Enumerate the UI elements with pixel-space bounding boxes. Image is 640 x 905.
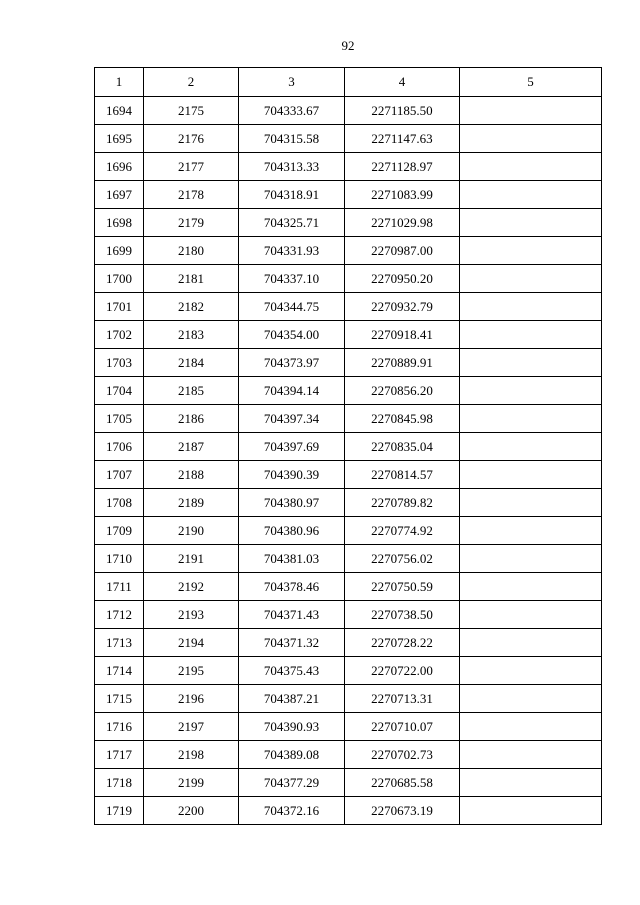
table-cell-col-5 [460, 433, 602, 461]
table-cell-col-5 [460, 153, 602, 181]
table-cell-col-5 [460, 237, 602, 265]
table-row [95, 237, 602, 265]
table-cell-col-3: 704344.75 [239, 293, 345, 321]
table-cell-col-2: 2190 [144, 517, 239, 545]
table-cell-col-1: 1700 [95, 265, 144, 293]
table-cell-col-5 [460, 741, 602, 769]
table-cell-col-1: 1717 [95, 741, 144, 769]
table-cell-col-4: 2271147.63 [345, 125, 460, 153]
table-cell-col-2: 2188 [144, 461, 239, 489]
table-cell-col-4: 2270987.00 [345, 237, 460, 265]
table-cell-col-4: 2270932.79 [345, 293, 460, 321]
table-cell-col-1: 1715 [95, 685, 144, 713]
table-row [95, 713, 602, 741]
table-cell-col-2: 2184 [144, 349, 239, 377]
table-row [95, 601, 602, 629]
table-cell-col-3: 704337.10 [239, 265, 345, 293]
table-cell-col-3: 704315.58 [239, 125, 345, 153]
table-cell-col-3: 704354.00 [239, 321, 345, 349]
table-cell-col-4: 2270856.20 [345, 377, 460, 405]
table-cell-col-5 [460, 685, 602, 713]
table-body [95, 97, 602, 825]
table-cell-col-3: 704372.16 [239, 797, 345, 825]
table-row [95, 741, 602, 769]
table-cell-col-3: 704378.46 [239, 573, 345, 601]
table-row [95, 461, 602, 489]
table-cell-col-4: 2271029.98 [345, 209, 460, 237]
table-cell-col-2: 2189 [144, 489, 239, 517]
table-cell-col-4: 2270713.31 [345, 685, 460, 713]
table-header-row [95, 68, 602, 97]
table-cell-col-1: 1709 [95, 517, 144, 545]
table-cell-col-3: 704375.43 [239, 657, 345, 685]
table-row [95, 797, 602, 825]
table-row [95, 153, 602, 181]
table-cell-col-5 [460, 601, 602, 629]
table-cell-col-3: 704331.93 [239, 237, 345, 265]
table-cell-col-2: 2192 [144, 573, 239, 601]
table-cell-col-4: 2270789.82 [345, 489, 460, 517]
table-cell-col-3: 704397.34 [239, 405, 345, 433]
table-row [95, 629, 602, 657]
table-cell-col-5 [460, 377, 602, 405]
table-cell-col-4: 2270728.22 [345, 629, 460, 657]
table-cell-col-1: 1711 [95, 573, 144, 601]
column-header-2: 2 [144, 68, 239, 97]
table-cell-col-2: 2197 [144, 713, 239, 741]
table-cell-col-2: 2183 [144, 321, 239, 349]
table-cell-col-1: 1694 [95, 97, 144, 125]
table-cell-col-2: 2187 [144, 433, 239, 461]
column-header-5: 5 [460, 68, 602, 97]
table-row [95, 433, 602, 461]
table-cell-col-5 [460, 545, 602, 573]
table-cell-col-5 [460, 125, 602, 153]
table-row [95, 265, 602, 293]
column-header-4: 4 [345, 68, 460, 97]
table-cell-col-3: 704318.91 [239, 181, 345, 209]
table-cell-col-4: 2270738.50 [345, 601, 460, 629]
table-cell-col-1: 1703 [95, 349, 144, 377]
table-cell-col-1: 1714 [95, 657, 144, 685]
table-cell-col-4: 2270750.59 [345, 573, 460, 601]
table-row [95, 349, 602, 377]
table-cell-col-4: 2271083.99 [345, 181, 460, 209]
table-cell-col-3: 704371.43 [239, 601, 345, 629]
table-cell-col-2: 2175 [144, 97, 239, 125]
table-row [95, 517, 602, 545]
table-cell-col-1: 1698 [95, 209, 144, 237]
table-cell-col-2: 2191 [144, 545, 239, 573]
table-cell-col-5 [460, 657, 602, 685]
table-cell-col-2: 2179 [144, 209, 239, 237]
table-row [95, 405, 602, 433]
table-cell-col-3: 704387.21 [239, 685, 345, 713]
table-cell-col-1: 1712 [95, 601, 144, 629]
table-cell-col-5 [460, 629, 602, 657]
page-number: 92 [341, 38, 355, 53]
table-cell-col-5 [460, 573, 602, 601]
table-cell-col-3: 704389.08 [239, 741, 345, 769]
table-cell-col-3: 704325.71 [239, 209, 345, 237]
table-cell-col-4: 2270722.00 [345, 657, 460, 685]
table-cell-col-1: 1701 [95, 293, 144, 321]
table-cell-col-5 [460, 209, 602, 237]
table-cell-col-1: 1706 [95, 433, 144, 461]
table-cell-col-5 [460, 517, 602, 545]
table-cell-col-5 [460, 293, 602, 321]
table-row [95, 293, 602, 321]
table-cell-col-4: 2270673.19 [345, 797, 460, 825]
table-cell-col-4: 2270950.20 [345, 265, 460, 293]
table-cell-col-5 [460, 713, 602, 741]
table-cell-col-4: 2270756.02 [345, 545, 460, 573]
table-cell-col-5 [460, 769, 602, 797]
table-cell-col-4: 2271128.97 [345, 153, 460, 181]
table-cell-col-3: 704371.32 [239, 629, 345, 657]
table-row [95, 489, 602, 517]
table-cell-col-5 [460, 461, 602, 489]
table-cell-col-1: 1702 [95, 321, 144, 349]
column-header-3: 3 [239, 68, 345, 97]
table-cell-col-1: 1699 [95, 237, 144, 265]
table-cell-col-2: 2177 [144, 153, 239, 181]
table-cell-col-5 [460, 321, 602, 349]
table-cell-col-1: 1704 [95, 377, 144, 405]
table-cell-col-3: 704381.03 [239, 545, 345, 573]
table-cell-col-3: 704377.29 [239, 769, 345, 797]
table-cell-col-2: 2178 [144, 181, 239, 209]
table-cell-col-4: 2270814.57 [345, 461, 460, 489]
table-cell-col-3: 704397.69 [239, 433, 345, 461]
table-cell-col-1: 1697 [95, 181, 144, 209]
table-cell-col-2: 2186 [144, 405, 239, 433]
table-cell-col-3: 704394.14 [239, 377, 345, 405]
table-cell-col-1: 1713 [95, 629, 144, 657]
table-cell-col-1: 1719 [95, 797, 144, 825]
table-row [95, 377, 602, 405]
table-row [95, 181, 602, 209]
table-cell-col-5 [460, 181, 602, 209]
table-row [95, 321, 602, 349]
table-cell-col-2: 2200 [144, 797, 239, 825]
table-cell-col-5 [460, 349, 602, 377]
table-cell-col-4: 2270918.41 [345, 321, 460, 349]
table-cell-col-4: 2270702.73 [345, 741, 460, 769]
table-cell-col-5 [460, 97, 602, 125]
table-cell-col-5 [460, 797, 602, 825]
table-cell-col-2: 2194 [144, 629, 239, 657]
table-cell-col-2: 2176 [144, 125, 239, 153]
table-cell-col-2: 2199 [144, 769, 239, 797]
table-cell-col-1: 1695 [95, 125, 144, 153]
table-cell-col-3: 704380.97 [239, 489, 345, 517]
table-cell-col-4: 2271185.50 [345, 97, 460, 125]
table-cell-col-4: 2270710.07 [345, 713, 460, 741]
table-cell-col-4: 2270845.98 [345, 405, 460, 433]
table-cell-col-2: 2198 [144, 741, 239, 769]
table-cell-col-5 [460, 265, 602, 293]
table-row [95, 685, 602, 713]
table-cell-col-1: 1716 [95, 713, 144, 741]
table-cell-col-2: 2180 [144, 237, 239, 265]
table-row [95, 97, 602, 125]
table-cell-col-1: 1708 [95, 489, 144, 517]
table-cell-col-3: 704390.39 [239, 461, 345, 489]
table-cell-col-2: 2182 [144, 293, 239, 321]
table-row [95, 209, 602, 237]
table-cell-col-5 [460, 405, 602, 433]
table-cell-col-3: 704373.97 [239, 349, 345, 377]
table-row [95, 125, 602, 153]
table-cell-col-1: 1707 [95, 461, 144, 489]
table-cell-col-4: 2270774.92 [345, 517, 460, 545]
table-cell-col-2: 2185 [144, 377, 239, 405]
column-header-1: 1 [95, 68, 144, 97]
table-cell-col-5 [460, 489, 602, 517]
table-row [95, 769, 602, 797]
table-cell-col-2: 2193 [144, 601, 239, 629]
table-cell-col-1: 1710 [95, 545, 144, 573]
table-cell-col-1: 1705 [95, 405, 144, 433]
table-cell-col-3: 704313.33 [239, 153, 345, 181]
table-cell-col-1: 1718 [95, 769, 144, 797]
table-cell-col-2: 2181 [144, 265, 239, 293]
coordinates-table [94, 67, 602, 825]
table-row [95, 657, 602, 685]
table-cell-col-3: 704380.96 [239, 517, 345, 545]
table-cell-col-4: 2270835.04 [345, 433, 460, 461]
table-cell-col-3: 704390.93 [239, 713, 345, 741]
table-row [95, 545, 602, 573]
table-cell-col-4: 2270685.58 [345, 769, 460, 797]
table-cell-col-3: 704333.67 [239, 97, 345, 125]
table-row [95, 573, 602, 601]
table-cell-col-1: 1696 [95, 153, 144, 181]
table-cell-col-2: 2196 [144, 685, 239, 713]
table-cell-col-2: 2195 [144, 657, 239, 685]
table-cell-col-4: 2270889.91 [345, 349, 460, 377]
